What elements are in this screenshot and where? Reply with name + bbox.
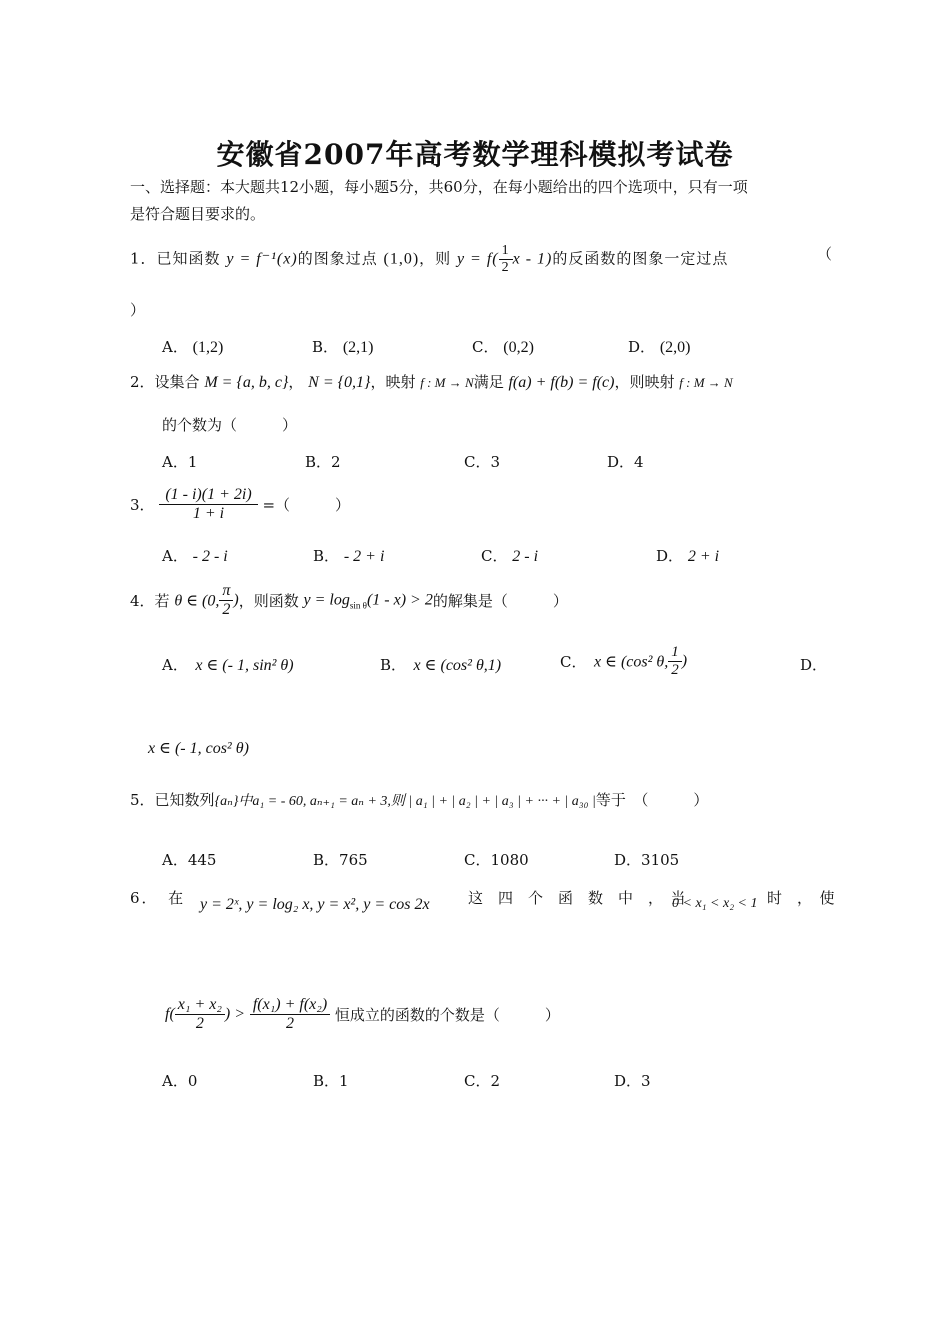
q2-text: 满足 xyxy=(473,373,504,391)
q2-option-c: C．3 xyxy=(464,453,501,471)
q2-text: ，则映射 xyxy=(614,373,675,391)
q3-option-c: C． 2 - i xyxy=(481,547,539,565)
q5-option-b: B．765 xyxy=(313,851,368,869)
q6-text-middle: 这 四 个 函 数 中 ， 当 xyxy=(468,889,686,907)
q1-fraction xyxy=(499,243,513,276)
q6-text-tail: 恒成立的函数的个数是（ ） xyxy=(334,1006,560,1024)
q2-text: ，映射 xyxy=(370,373,416,391)
q6-inequality xyxy=(165,996,560,1033)
q4-fraction-den: 2 xyxy=(222,601,231,618)
q4-function: y = log xyxy=(303,591,350,609)
q6-lhs-num: x₁ + x₂ xyxy=(175,996,225,1015)
q1-text: 的反函数的图象一定过点 xyxy=(552,249,729,268)
q1-fraction-num: 1 xyxy=(499,243,513,260)
q6-option-c: C．2 xyxy=(464,1072,501,1090)
q4-fraction-num: π xyxy=(219,582,233,601)
question-2 xyxy=(130,371,733,392)
q1-text: 的图象过点 xyxy=(297,249,378,268)
q6-option-d: D．3 xyxy=(614,1072,651,1090)
q6-condition: 0 < x₁ < x₂ < 1 xyxy=(672,896,758,911)
q4-log-base: sin θ xyxy=(349,600,367,611)
q1-expr-end: x - 1) xyxy=(512,250,553,268)
q6-text-end: 时 ， 使 xyxy=(767,889,835,907)
section-instruction-line2: 是符合题目要求的。 xyxy=(130,205,266,223)
q1-answer-paren-open: （ xyxy=(817,245,833,263)
q4-condition-end: ) xyxy=(233,591,239,609)
q2-mapping-2: f : M → N xyxy=(679,375,733,390)
q6-option-b: B．1 xyxy=(313,1072,349,1090)
q5-option-a: A．445 xyxy=(162,851,217,869)
q2-number: 2． xyxy=(130,373,155,391)
q2-option-a: A．1 xyxy=(162,453,198,471)
q6-rhs-fraction xyxy=(250,996,330,1033)
q4-function-arg: (1 - x) > 2 xyxy=(366,591,433,609)
q4-number: 4． xyxy=(130,592,155,610)
q6-functions: y = 2ˣ, y = log₂ x, y = x², y = cos 2x xyxy=(200,896,430,913)
q6-rhs-den: 2 xyxy=(285,1015,294,1032)
q4-option-c: C． x ∈ (cos² θ, $\frac{1}{2}$ ) xyxy=(560,644,688,678)
question-4 xyxy=(130,582,568,619)
section-instruction-line1: 一、选择题：本大题共12小题，每小题5分，共60分，在每小题给出的四个选项中，只有一项 xyxy=(130,178,748,196)
q5-option-c: C．1080 xyxy=(464,851,529,869)
q6-lhs-end: ) > xyxy=(224,1005,246,1023)
q4-text: 的解集是（ ） xyxy=(432,592,568,610)
q2-text: ， xyxy=(288,373,304,391)
q4-fraction xyxy=(219,582,233,619)
q1-text: ，则 xyxy=(419,249,452,268)
q3-fraction xyxy=(159,486,257,523)
q2-text: 设集合 xyxy=(154,373,200,391)
q1-point: (1,0) xyxy=(383,250,420,268)
q6-option-a: A．0 xyxy=(162,1072,198,1090)
q1-function: y = f⁻¹(x) xyxy=(226,250,298,268)
q5-text: 等于 （ ） xyxy=(595,791,709,809)
q3-option-a: A． - 2 - i xyxy=(162,547,228,565)
q1-option-c: C． (0,2) xyxy=(472,338,534,356)
q1-option-b: B． (2,1) xyxy=(312,338,374,356)
q2-equation: f(a) + f(b) = f(c) xyxy=(508,374,615,391)
q3-text: =（ ） xyxy=(262,496,351,514)
q3-fraction-den: 1 + i xyxy=(192,505,225,522)
q1-option-a: A． (1,2) xyxy=(162,338,224,356)
q5-option-d: D．3105 xyxy=(614,851,680,869)
q1-option-d: D． (2,0) xyxy=(628,338,691,356)
q2-mapping: f : M → N xyxy=(420,375,474,390)
q3-option-b: B． - 2 + i xyxy=(313,547,385,565)
question-6-num xyxy=(130,887,185,908)
question-3 xyxy=(130,486,350,523)
q2-option-b: B．2 xyxy=(305,453,341,471)
q4-option-d-value: x ∈ (- 1, cos² θ) xyxy=(148,740,249,757)
q4-text: ，则函数 xyxy=(238,592,299,610)
question-1 xyxy=(130,243,728,276)
q6-text: 在 xyxy=(168,889,186,907)
q6-lhs-fraction xyxy=(175,996,225,1033)
q4-text: 若 xyxy=(154,592,170,610)
q3-number: 3． xyxy=(130,496,155,514)
q4-option-a: A． x ∈ (- 1, sin² θ) xyxy=(162,656,294,674)
q2-set-m: M = {a, b, c} xyxy=(204,374,289,391)
q2-set-n: N = {0,1} xyxy=(308,374,371,391)
q2-text-tail: 的个数为（ ） xyxy=(162,416,298,434)
q3-option-d: D． 2 + i xyxy=(656,547,720,565)
q3-fraction-num: (1 - i)(1 + 2i) xyxy=(159,486,257,505)
question-5 xyxy=(130,789,708,810)
q4-condition: θ ∈ (0, xyxy=(174,592,220,610)
q5-expression: {aₙ}中a₁ = - 60, aₙ₊₁ = aₙ + 3,则 | a₁ | + | a₂ | + | a₃ | + ··· + | a₃₀ | xyxy=(214,794,596,809)
q1-expr-start: y = f( xyxy=(456,250,499,268)
q5-text: 已知数列 xyxy=(154,791,215,809)
q4-option-d-label: D． xyxy=(800,656,828,674)
q5-number: 5． xyxy=(130,791,155,809)
q2-option-d: D．4 xyxy=(607,453,644,471)
q6-rhs-num: f(x₁) + f(x₂) xyxy=(250,996,330,1015)
exam-title: 安徽省2007年高考数学理科模拟考试卷 xyxy=(216,138,734,171)
q6-number: 6． xyxy=(130,889,152,907)
q6-lhs-start: f( xyxy=(165,1005,175,1023)
q1-fraction-den: 2 xyxy=(501,260,510,275)
q4-option-b: B． x ∈ (cos² θ,1) xyxy=(380,656,502,674)
q6-lhs-den: 2 xyxy=(195,1015,204,1032)
q1-number: 1． xyxy=(130,249,157,268)
q1-answer-paren-close: ） xyxy=(130,301,146,319)
q1-text: 已知函数 xyxy=(156,249,221,268)
